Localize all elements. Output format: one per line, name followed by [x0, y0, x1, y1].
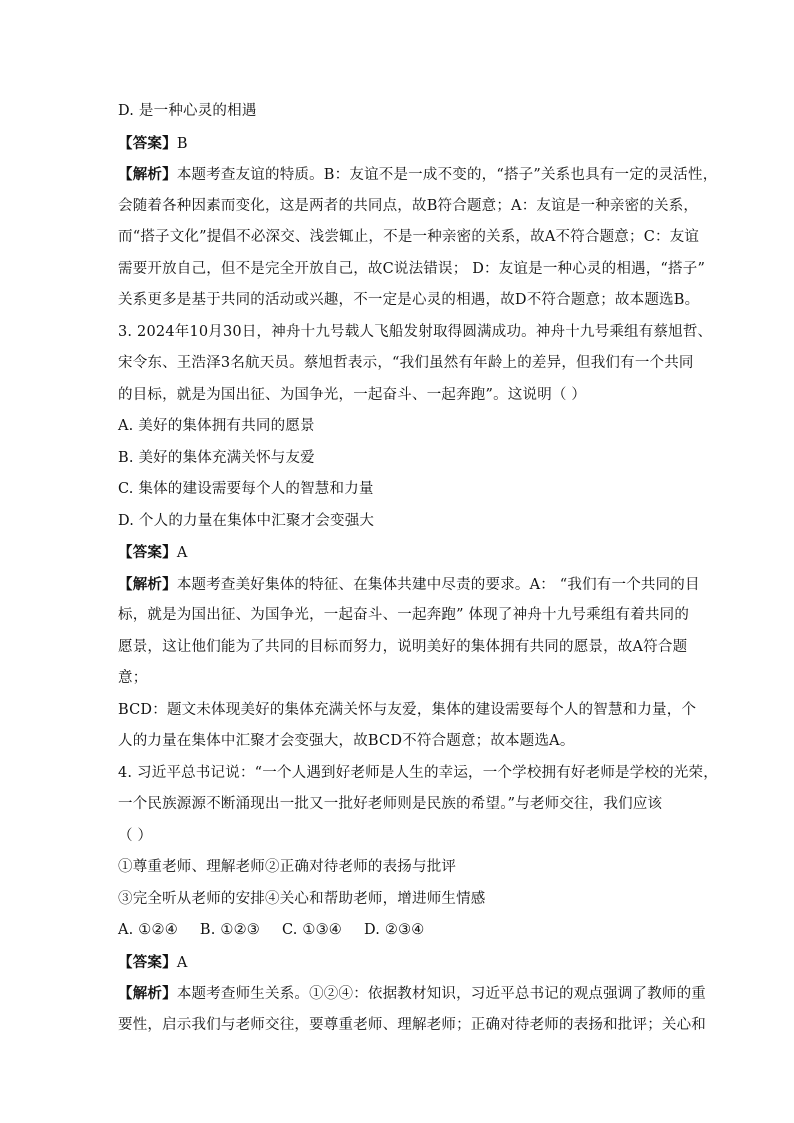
option-line [118, 506, 684, 538]
analysis-tag: 【解析】 [118, 985, 177, 1002]
line-text: 本题考查美好集体的特征、在集体共建中尽责的要求。A： “我们有一个共同的目 [176, 576, 700, 593]
option-line [118, 411, 684, 443]
line-text: 关系更多是基于共同的活动或兴趣，不一定是心灵的相遇，故D不符合题意；故本题选B。 [118, 292, 700, 308]
text-line [118, 600, 690, 632]
text-line [118, 254, 706, 286]
line-text: B [176, 135, 188, 152]
question-line [118, 317, 713, 349]
option-line [118, 443, 684, 475]
line-text: A [176, 954, 188, 971]
line-text: 的目标，就是为国出征、为国争光，一起奋斗、一起奔跑”。这说明（ ） [118, 386, 587, 403]
text-line [118, 884, 684, 916]
line-text: BCD：题文未体现美好的集体充满关怀与友爱，集体的建设需要每个人的智慧和力量，个 [118, 701, 697, 718]
text-line [118, 1010, 706, 1042]
option-item: A. ①②④ [118, 922, 178, 938]
line-text: D. 个人的力量在集体中汇聚才会变强大 [118, 512, 375, 529]
analysis-tag: 【解析】 [118, 166, 177, 183]
analysis-line [118, 978, 707, 1010]
line-text: 而“搭子文化”提倡不必深交、浅尝辄止，不是一种亲密的关系，故A不符合题意；C：友谊 [118, 229, 700, 245]
text-line [118, 632, 688, 664]
answer-tag: 【答案】 [118, 134, 177, 152]
text-line [118, 285, 700, 317]
line-text: 4. 习近平总书记说：“一个人遇到好老师是人生的幸运，一个学校拥有好老师是学校的光荣， [118, 764, 718, 781]
text-line [118, 695, 697, 727]
line-text: 意； [118, 670, 148, 686]
analysis-tag: 【解析】 [118, 575, 177, 593]
question-line [118, 758, 718, 790]
line-text: D. 是一种心灵的相遇 [118, 103, 257, 119]
text-line [118, 222, 700, 254]
line-text: 本题考查友谊的特质。B：友谊不是一成不变的，“搭子”关系也具有一定的灵活性， [176, 167, 718, 183]
line-text: 需要开放自己，但不是完全开放自己，故C说法错误； D：友谊是一种心灵的相遇，“搭子” [118, 260, 706, 277]
line-text: A. 美好的集体拥有共同的愿景 [118, 418, 315, 434]
option-line [118, 96, 684, 128]
line-text: 会随着各种因素而变化，这是两者的共同点，故B符合题意；A：友谊是一种亲密的关系， [118, 197, 699, 214]
analysis-line [118, 569, 700, 601]
line-text: 标，就是为国出征、为国争光，一起奋斗、一起奔跑” 体现了神舟十九号乘组有着共同的 [118, 607, 690, 623]
line-text: 3. 2024年10月30日，神舟十九号载人飞船发射取得圆满成功。神舟十九号乘组有蔡旭哲、 [118, 323, 713, 340]
answer-line [118, 947, 684, 979]
answer-line [118, 537, 684, 569]
option-item: C. ①③④ [281, 922, 342, 938]
text-line [118, 726, 684, 758]
text-line [118, 380, 684, 412]
line-text: A [176, 545, 188, 561]
line-text: ③完全听从老师的安排④关心和帮助老师，增进师生情感 [118, 890, 486, 907]
line-text: 人的力量在集体中汇聚才会变强大，故BCD不符合题意；故本题选A。 [118, 733, 575, 749]
line-text: 本题考查师生关系。①②④：依据教材知识，习近平总书记的观点强调了教师的重 [176, 986, 707, 1002]
text-line [118, 821, 684, 853]
options-row [118, 915, 684, 947]
line-text: 愿景，这让他们能为了共同的目标而努力，说明美好的集体拥有共同的愿景，故A符合题 [118, 638, 688, 655]
analysis-line [118, 159, 718, 191]
option-item: D. ②③④ [363, 922, 425, 938]
answer-line [118, 128, 684, 160]
answer-tag: 【答案】 [118, 544, 177, 561]
text-line [118, 663, 684, 695]
line-text: C. 集体的建设需要每个人的智慧和力量 [118, 481, 374, 497]
line-text: ①尊重老师、理解老师②正确对待老师的表扬与批评 [118, 859, 457, 875]
option-line [118, 474, 684, 506]
option-item: B. ①②③ [199, 922, 260, 938]
line-text: 要性，启示我们与老师交往，要尊重老师、理解老师；正确对待老师的表扬和批评；关心和 [118, 1016, 706, 1033]
answer-tag: 【答案】 [118, 953, 177, 971]
text-line [118, 191, 699, 223]
line-text: B. 美好的集体充满关怀与友爱 [118, 449, 315, 466]
text-line [118, 789, 684, 821]
line-text: 一个民族源源不断涌现出一批又一批好老师则是民族的希望。”与老师交往，我们应该 [118, 796, 663, 812]
text-line [118, 348, 694, 380]
line-text: 宋令东、王浩泽3名航天员。蔡旭哲表示，“我们虽然有年龄上的差异，但我们有一个共同 [118, 355, 694, 371]
text-line [118, 852, 684, 884]
document-page [118, 96, 718, 1041]
line-text: （ ） [118, 827, 153, 844]
